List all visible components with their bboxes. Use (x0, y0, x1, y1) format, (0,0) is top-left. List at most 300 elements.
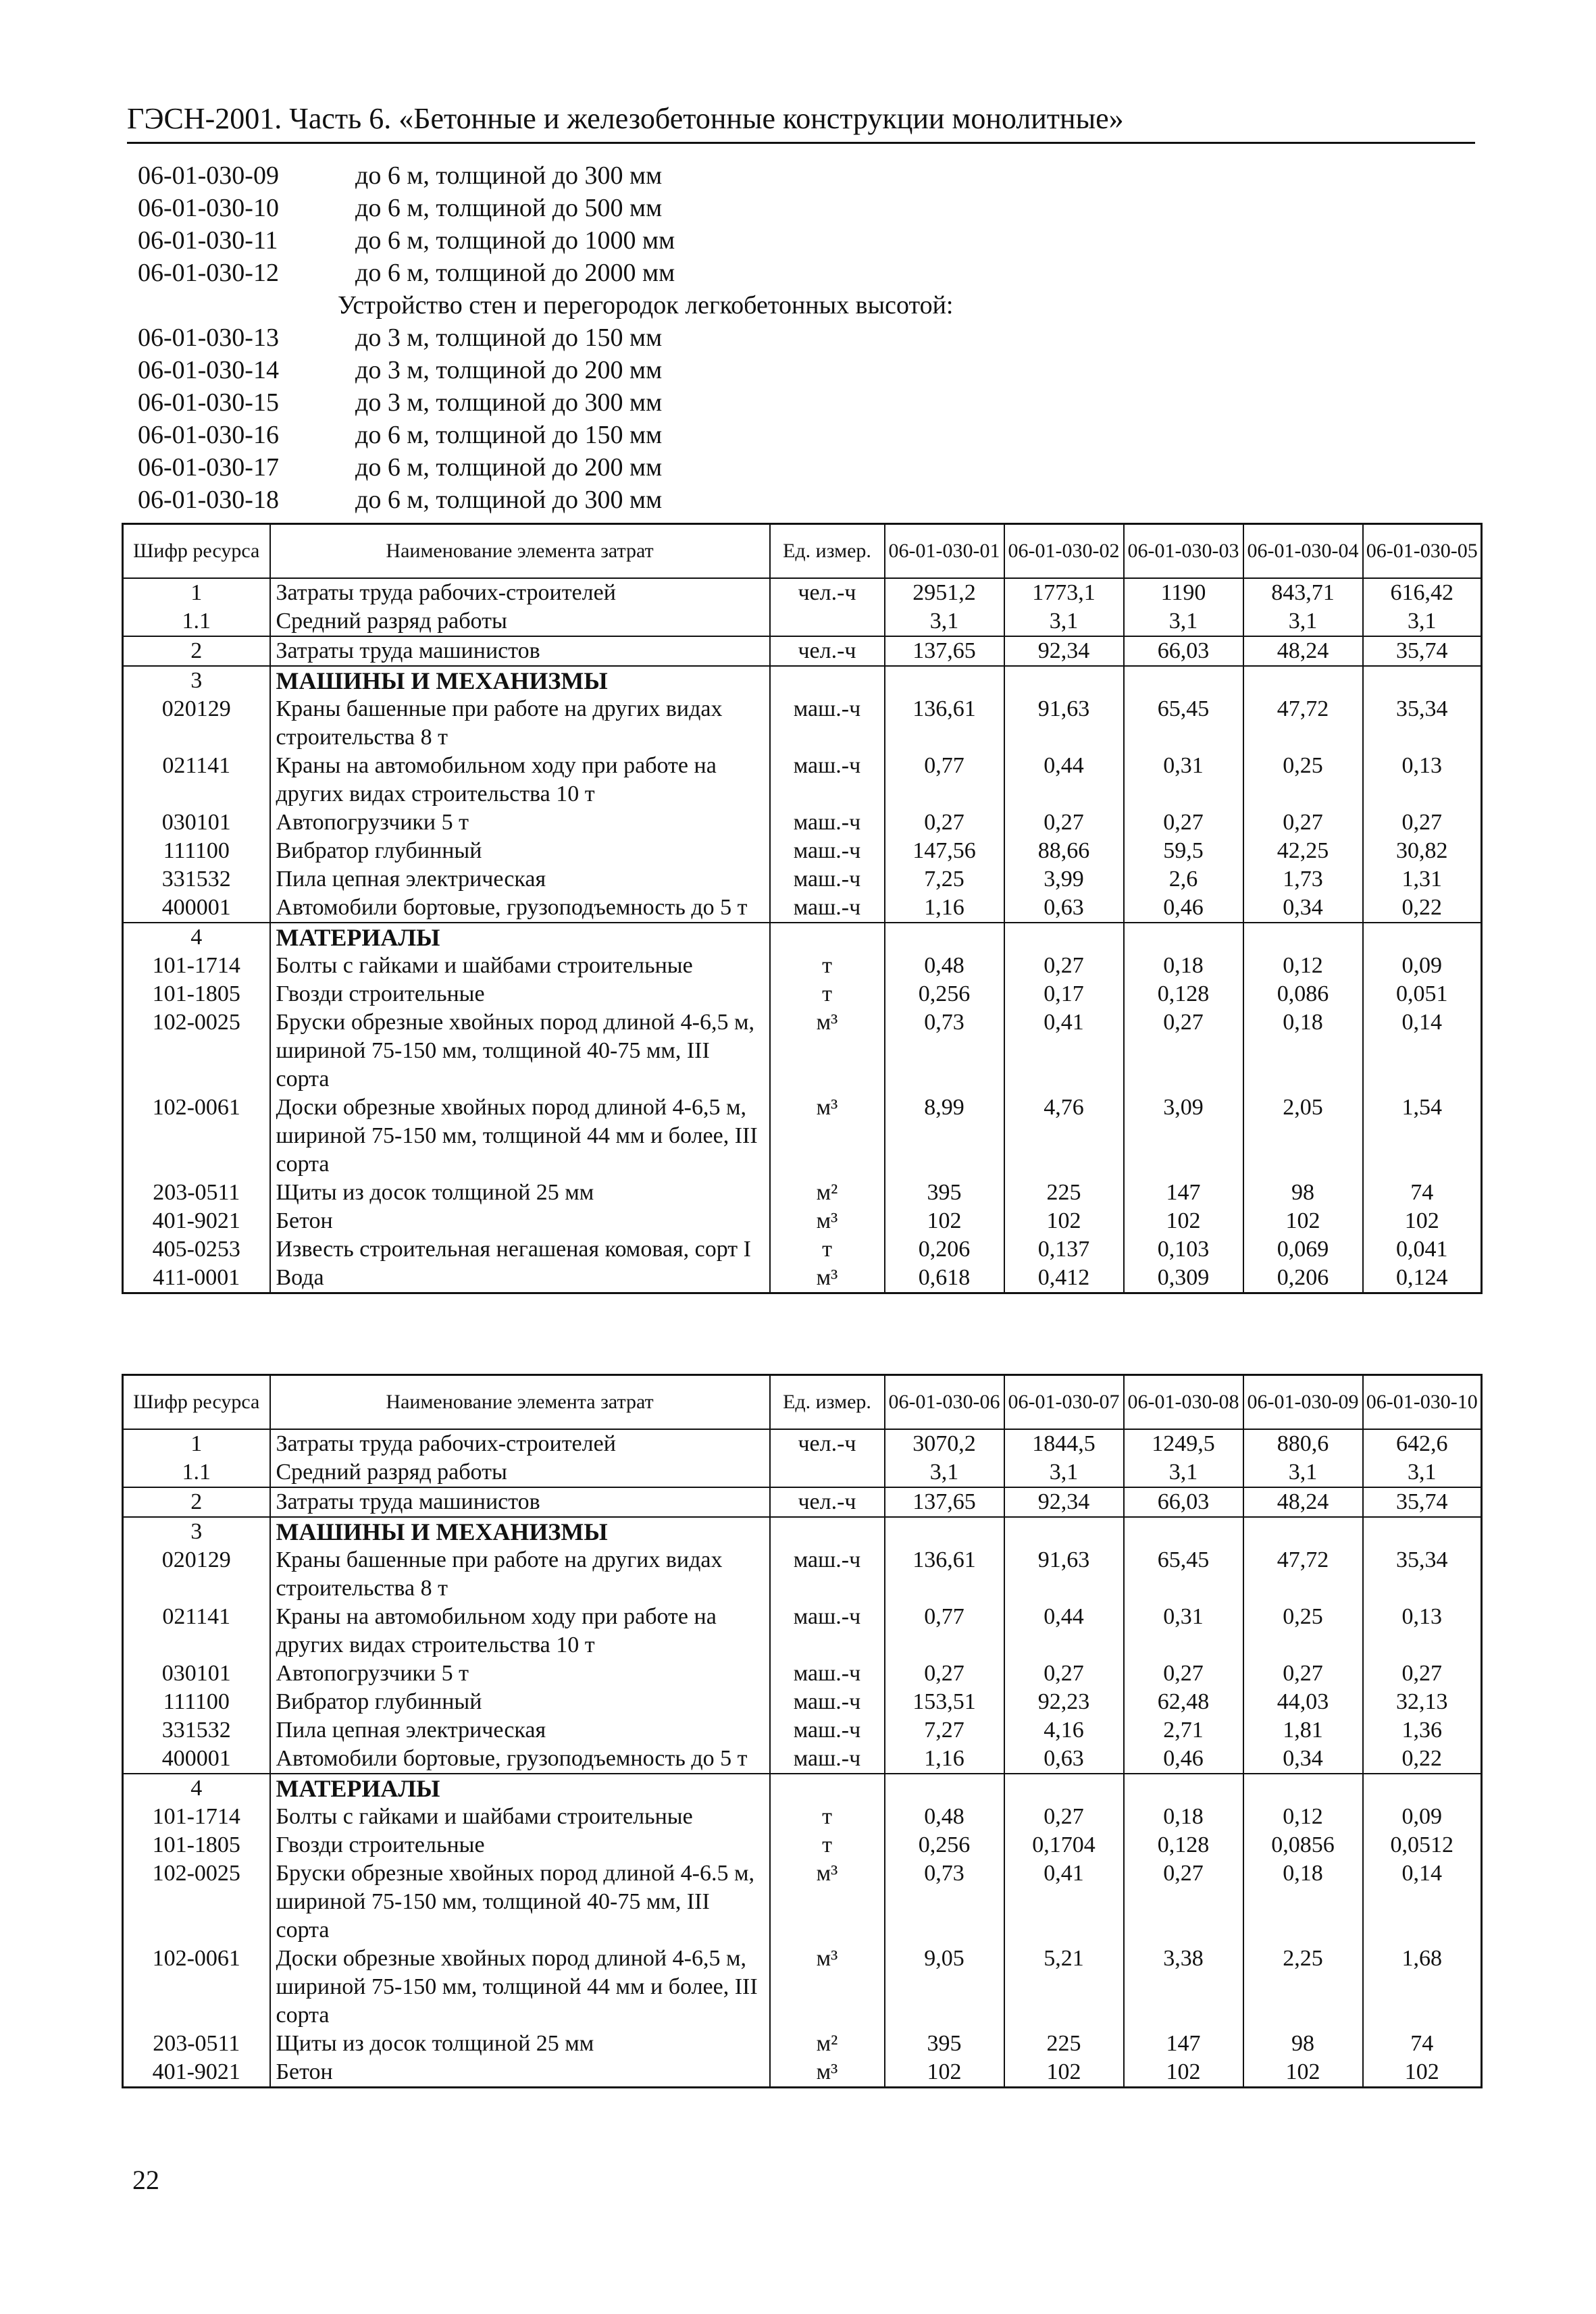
table-row (123, 1831, 1482, 1859)
norm-value: 3,1 (1363, 607, 1482, 636)
norm-value: 91,63 (1004, 1546, 1124, 1603)
norm-value: 0,1704 (1004, 1831, 1124, 1859)
norm-value: 47,72 (1243, 695, 1363, 752)
table-row (123, 1008, 1482, 1094)
norm-value (1124, 1517, 1243, 1546)
norm-value: 0,12 (1243, 1803, 1363, 1831)
code-description: до 6 м, толщиной до 300 мм (355, 486, 663, 514)
code-list-item (138, 322, 1475, 354)
norm-value (1004, 923, 1124, 952)
norm-value: 0,27 (1363, 1660, 1482, 1688)
header-unit: Ед. измер. (770, 524, 885, 578)
resource-code: 411-0001 (123, 1264, 270, 1293)
resource-code: 2 (123, 636, 270, 666)
unit-of-measure (770, 1458, 885, 1487)
norm-value: 44,03 (1243, 1688, 1363, 1716)
cost-element-name: Вибратор глубинный (270, 837, 770, 865)
header-code: Шифр ресурса (123, 1375, 270, 1429)
norm-value: 3,1 (885, 607, 1004, 636)
norm-value: 0,041 (1363, 1235, 1482, 1264)
norm-value: 0,46 (1124, 1745, 1243, 1774)
cost-element-name: Затраты труда машинистов (270, 636, 770, 666)
norm-value (885, 1774, 1004, 1803)
norm-value: 880,6 (1243, 1429, 1363, 1458)
norm-value (1363, 923, 1482, 952)
cost-element-name: Краны на автомобильном ходу при работе на других видах строительства 10 т (270, 752, 770, 808)
resource-code: 102-0025 (123, 1859, 270, 1945)
unit-of-measure (770, 666, 885, 695)
unit-of-measure: чел.-ч (770, 1487, 885, 1517)
norm-value: 66,03 (1124, 636, 1243, 666)
table-row (123, 2030, 1482, 2058)
norm-value: 0,27 (1124, 1859, 1243, 1945)
norm-value: 62,48 (1124, 1688, 1243, 1716)
norm-value: 59,5 (1124, 837, 1243, 865)
norm-value: 0,27 (1004, 808, 1124, 837)
code-id: 06-01-030-10 (138, 194, 279, 222)
norm-value: 0,41 (1004, 1008, 1124, 1094)
resource-code: 030101 (123, 808, 270, 837)
unit-of-measure (770, 1774, 885, 1803)
norm-value: 2,05 (1243, 1094, 1363, 1179)
norm-value: 147 (1124, 1179, 1243, 1207)
norm-value: 3,1 (1124, 1458, 1243, 1487)
unit-of-measure: м³ (770, 1859, 885, 1945)
page-number: 22 (132, 2165, 159, 2195)
norm-value: 0,34 (1243, 1745, 1363, 1774)
section-heading-row (123, 923, 1482, 952)
norm-value: 3,1 (1363, 1458, 1482, 1487)
norm-value: 74 (1363, 2030, 1482, 2058)
norm-value: 0,22 (1363, 894, 1482, 923)
header-column: 06-01-030-03 (1124, 524, 1243, 578)
norm-value: 0,124 (1363, 1264, 1482, 1293)
norm-value: 1190 (1124, 578, 1243, 607)
norm-value: 137,65 (885, 636, 1004, 666)
norm-value: 0,31 (1124, 1603, 1243, 1660)
norm-value: 4,16 (1004, 1716, 1124, 1745)
code-list-item (138, 386, 1475, 419)
cost-element-name: Гвозди строительные (270, 980, 770, 1008)
norm-value: 35,74 (1363, 1487, 1482, 1517)
cost-element-name: Бетон (270, 2058, 770, 2088)
section-heading-row (123, 666, 1482, 695)
norm-value: 3,1 (1243, 1458, 1363, 1487)
table-row (123, 837, 1482, 865)
unit-of-measure: маш.-ч (770, 808, 885, 837)
code-description: до 6 м, толщиной до 1000 мм (355, 226, 675, 255)
cost-element-name: Средний разряд работы (270, 1458, 770, 1487)
header-unit: Ед. измер. (770, 1375, 885, 1429)
unit-of-measure: маш.-ч (770, 837, 885, 865)
norm-value: 48,24 (1243, 636, 1363, 666)
unit-of-measure: т (770, 980, 885, 1008)
table-row (123, 865, 1482, 894)
norm-value: 0,34 (1243, 894, 1363, 923)
norm-value: 102 (1363, 1207, 1482, 1235)
norm-value: 225 (1004, 2030, 1124, 2058)
cost-element-name: Автопогрузчики 5 т (270, 1660, 770, 1688)
code-id: 06-01-030-12 (138, 259, 279, 287)
unit-of-measure: м³ (770, 1008, 885, 1094)
unit-of-measure: т (770, 1235, 885, 1264)
norm-value: 88,66 (1004, 837, 1124, 865)
code-description: до 6 м, толщиной до 300 мм (355, 161, 663, 190)
norm-value: 0,14 (1363, 1859, 1482, 1945)
unit-of-measure: м³ (770, 1264, 885, 1293)
table-row (123, 1603, 1482, 1660)
norm-value: 153,51 (885, 1688, 1004, 1716)
unit-of-measure: чел.-ч (770, 578, 885, 607)
norm-value (1124, 666, 1243, 695)
header-name: Наименование элемента затрат (270, 524, 770, 578)
norm-value: 0,17 (1004, 980, 1124, 1008)
cost-element-name: Средний разряд работы (270, 607, 770, 636)
cost-element-name: Краны на автомобильном ходу при работе на других видах строительства 10 т (270, 1603, 770, 1660)
norm-value: 98 (1243, 1179, 1363, 1207)
resource-code: 111100 (123, 1688, 270, 1716)
unit-of-measure: м² (770, 1179, 885, 1207)
norm-value (1243, 1517, 1363, 1546)
table-row (123, 1716, 1482, 1745)
norm-value: 91,63 (1004, 695, 1124, 752)
code-id: 06-01-030-17 (138, 453, 279, 482)
norm-value: 0,309 (1124, 1264, 1243, 1293)
norm-value: 102 (1124, 2058, 1243, 2088)
norm-value: 0,0856 (1243, 1831, 1363, 1859)
cost-element-name: МАШИНЫ И МЕХАНИЗМЫ (270, 1517, 770, 1546)
norm-value: 0,27 (1004, 1803, 1124, 1831)
norm-value: 0,63 (1004, 1745, 1124, 1774)
norm-value: 0,086 (1243, 980, 1363, 1008)
norm-value: 2951,2 (885, 578, 1004, 607)
norm-value: 3,1 (1124, 607, 1243, 636)
norm-value: 0,27 (1243, 1660, 1363, 1688)
code-description: до 3 м, толщиной до 200 мм (355, 356, 663, 384)
unit-of-measure: маш.-ч (770, 1688, 885, 1716)
norm-value: 0,44 (1004, 752, 1124, 808)
norm-value: 0,27 (1124, 1008, 1243, 1094)
table-row (123, 1945, 1482, 2030)
resource-code: 1 (123, 578, 270, 607)
norm-value: 7,25 (885, 865, 1004, 894)
unit-of-measure (770, 923, 885, 952)
norm-value: 92,34 (1004, 636, 1124, 666)
norm-value: 2,6 (1124, 865, 1243, 894)
norm-value: 0,27 (1243, 808, 1363, 837)
norm-value (1004, 1517, 1124, 1546)
norm-value: 147 (1124, 2030, 1243, 2058)
table-row (123, 1745, 1482, 1774)
resource-code: 4 (123, 923, 270, 952)
norm-value: 102 (885, 2058, 1004, 2088)
page-header: ГЭСН-2001. Часть 6. «Бетонные и железобетонные конструкции монолитные» (127, 101, 1475, 144)
resource-code: 203-0511 (123, 1179, 270, 1207)
cost-element-name: Пила цепная электрическая (270, 1716, 770, 1745)
code-description: до 3 м, толщиной до 300 мм (355, 388, 663, 417)
header-column: 06-01-030-01 (885, 524, 1004, 578)
norm-value: 3,1 (1004, 607, 1124, 636)
norm-value (1243, 666, 1363, 695)
code-id: 06-01-030-11 (138, 226, 278, 255)
norm-value: 1,16 (885, 894, 1004, 923)
header-column: 06-01-030-10 (1363, 1375, 1482, 1429)
norm-value (1124, 1774, 1243, 1803)
resource-code: 400001 (123, 894, 270, 923)
unit-of-measure: т (770, 952, 885, 980)
code-id: 06-01-030-14 (138, 356, 279, 384)
norm-value: 147,56 (885, 837, 1004, 865)
norm-value: 0,09 (1363, 952, 1482, 980)
unit-of-measure: маш.-ч (770, 865, 885, 894)
table-row (123, 808, 1482, 837)
resource-code: 102-0061 (123, 1945, 270, 2030)
norm-value: 32,13 (1363, 1688, 1482, 1716)
resource-code: 405-0253 (123, 1235, 270, 1264)
resource-code: 102-0061 (123, 1094, 270, 1179)
norm-value (1243, 923, 1363, 952)
table-row (123, 1094, 1482, 1179)
header-column: 06-01-030-09 (1243, 1375, 1363, 1429)
norm-value: 0,051 (1363, 980, 1482, 1008)
code-description: до 6 м, толщиной до 2000 мм (355, 259, 675, 287)
norm-value: 42,25 (1243, 837, 1363, 865)
norm-value: 0,206 (885, 1235, 1004, 1264)
unit-of-measure: маш.-ч (770, 1716, 885, 1745)
norm-value: 8,99 (885, 1094, 1004, 1179)
norm-value: 3070,2 (885, 1429, 1004, 1458)
cost-element-name: Автомобили бортовые, грузоподъемность до 5 т (270, 1745, 770, 1774)
norm-value: 48,24 (1243, 1487, 1363, 1517)
norm-value: 0,63 (1004, 894, 1124, 923)
section-heading-row (123, 1517, 1482, 1546)
table-row (123, 2058, 1482, 2088)
cost-element-name: Затраты труда рабочих-строителей (270, 578, 770, 607)
norm-value: 395 (885, 2030, 1004, 2058)
norm-value: 3,09 (1124, 1094, 1243, 1179)
norm-value: 0,27 (1004, 952, 1124, 980)
norm-value: 0,25 (1243, 752, 1363, 808)
table-row (123, 952, 1482, 980)
unit-of-measure: маш.-ч (770, 1603, 885, 1660)
cost-element-name: Автопогрузчики 5 т (270, 808, 770, 837)
unit-of-measure: чел.-ч (770, 1429, 885, 1458)
norm-value: 35,74 (1363, 636, 1482, 666)
header-column: 06-01-030-06 (885, 1375, 1004, 1429)
estimate-table-2 (122, 1374, 1483, 2088)
header-column: 06-01-030-04 (1243, 524, 1363, 578)
norm-value: 102 (1124, 1207, 1243, 1235)
unit-of-measure: м³ (770, 1094, 885, 1179)
section-heading-row (123, 1774, 1482, 1803)
resource-code: 030101 (123, 1660, 270, 1688)
resource-code: 331532 (123, 865, 270, 894)
table-row (123, 1859, 1482, 1945)
resource-code: 401-9021 (123, 2058, 270, 2088)
norm-value: 0,12 (1243, 952, 1363, 980)
norm-value: 0,44 (1004, 1603, 1124, 1660)
norm-value: 1,16 (885, 1745, 1004, 1774)
norm-value: 102 (885, 1207, 1004, 1235)
cost-element-name: Щиты из досок толщиной 25 мм (270, 1179, 770, 1207)
norm-value: 2,25 (1243, 1945, 1363, 2030)
table-row (123, 1458, 1482, 1487)
resource-code: 111100 (123, 837, 270, 865)
norm-value: 642,6 (1363, 1429, 1482, 1458)
code-list-item (138, 224, 1475, 257)
table-row (123, 1264, 1482, 1293)
norm-value: 35,34 (1363, 695, 1482, 752)
norm-value (885, 1517, 1004, 1546)
norm-value: 1,36 (1363, 1716, 1482, 1745)
resource-code: 1 (123, 1429, 270, 1458)
norm-value (1243, 1774, 1363, 1803)
cost-element-name: Бруски обрезные хвойных пород длиной 4-6,5 м, шириной 75-150 мм, толщиной 40-75 мм, III сорта (270, 1008, 770, 1094)
code-description: до 6 м, толщиной до 200 мм (355, 453, 663, 482)
code-list-item (138, 354, 1475, 386)
unit-of-measure: м³ (770, 2058, 885, 2088)
norm-value: 66,03 (1124, 1487, 1243, 1517)
unit-of-measure: маш.-ч (770, 1546, 885, 1603)
cost-element-name: Доски обрезные хвойных пород длиной 4-6,5 м, шириной 75-150 мм, толщиной 44 мм и более, III сорта (270, 1945, 770, 2030)
norm-value (1363, 666, 1482, 695)
header-column: 06-01-030-05 (1363, 524, 1482, 578)
norm-value: 2,71 (1124, 1716, 1243, 1745)
cost-element-name: Краны башенные при работе на других видах строительства 8 т (270, 695, 770, 752)
estimate-table-1 (122, 523, 1483, 1294)
unit-of-measure: м³ (770, 1945, 885, 2030)
code-description: до 6 м, толщиной до 500 мм (355, 194, 663, 222)
norm-value (1004, 666, 1124, 695)
unit-of-measure: маш.-ч (770, 1745, 885, 1774)
table-row (123, 578, 1482, 607)
unit-of-measure (770, 607, 885, 636)
resource-code: 1.1 (123, 607, 270, 636)
norm-value: 0,18 (1243, 1859, 1363, 1945)
resource-code: 021141 (123, 752, 270, 808)
header-column: 06-01-030-02 (1004, 524, 1124, 578)
norm-value: 4,76 (1004, 1094, 1124, 1179)
header-name: Наименование элемента затрат (270, 1375, 770, 1429)
norm-value: 65,45 (1124, 1546, 1243, 1603)
norm-value: 0,18 (1243, 1008, 1363, 1094)
norm-value: 3,1 (1004, 1458, 1124, 1487)
norm-value: 0,128 (1124, 980, 1243, 1008)
norm-value: 0,412 (1004, 1264, 1124, 1293)
table-row (123, 1207, 1482, 1235)
cost-element-name: Пила цепная электрическая (270, 865, 770, 894)
norm-value: 0,73 (885, 1008, 1004, 1094)
resource-code: 401-9021 (123, 1207, 270, 1235)
unit-of-measure: т (770, 1831, 885, 1859)
cost-element-name: Известь строительная негашеная комовая, сорт I (270, 1235, 770, 1264)
norm-value (1363, 1517, 1482, 1546)
norm-value: 0,09 (1363, 1803, 1482, 1831)
norm-value: 3,38 (1124, 1945, 1243, 2030)
table-row (123, 636, 1482, 666)
norm-value: 1,54 (1363, 1094, 1482, 1179)
table-row (123, 695, 1482, 752)
resource-code: 101-1714 (123, 1803, 270, 1831)
norm-value: 92,23 (1004, 1688, 1124, 1716)
norm-value: 1,73 (1243, 865, 1363, 894)
resource-code: 2 (123, 1487, 270, 1517)
resource-code: 331532 (123, 1716, 270, 1745)
cost-element-name: Вибратор глубинный (270, 1688, 770, 1716)
norm-value: 1773,1 (1004, 578, 1124, 607)
norm-value: 0,0512 (1363, 1831, 1482, 1859)
norm-value: 0,22 (1363, 1745, 1482, 1774)
cost-element-name: МАТЕРИАЛЫ (270, 1774, 770, 1803)
norm-value: 0,14 (1363, 1008, 1482, 1094)
norm-value: 102 (1363, 2058, 1482, 2088)
cost-element-name: Щиты из досок толщиной 25 мм (270, 2030, 770, 2058)
code-list-item (138, 159, 1475, 192)
table-row (123, 1803, 1482, 1831)
norm-value: 1844,5 (1004, 1429, 1124, 1458)
unit-of-measure: т (770, 1803, 885, 1831)
resource-code: 1.1 (123, 1458, 270, 1487)
cost-element-name: Бруски обрезные хвойных пород длиной 4-6.5 м, шириной 75-150 мм, толщиной 40-75 мм, III сорта (270, 1859, 770, 1945)
resource-code: 101-1805 (123, 1831, 270, 1859)
norm-value: 0,618 (885, 1264, 1004, 1293)
norm-value: 137,65 (885, 1487, 1004, 1517)
norm-value: 0,27 (1363, 808, 1482, 837)
cost-element-name: МАШИНЫ И МЕХАНИЗМЫ (270, 666, 770, 695)
table-row (123, 607, 1482, 636)
table-row (123, 1179, 1482, 1207)
resource-code: 203-0511 (123, 2030, 270, 2058)
code-list-item (138, 451, 1475, 484)
table-row (123, 1487, 1482, 1517)
norm-value: 0,48 (885, 952, 1004, 980)
cost-element-name: Краны башенные при работе на других видах строительства 8 т (270, 1546, 770, 1603)
code-id: 06-01-030-16 (138, 421, 279, 449)
norm-value: 0,27 (885, 808, 1004, 837)
norm-value: 0,137 (1004, 1235, 1124, 1264)
norm-value: 843,71 (1243, 578, 1363, 607)
norm-value: 0,27 (1124, 808, 1243, 837)
norm-value: 3,1 (1243, 607, 1363, 636)
norm-value: 102 (1243, 1207, 1363, 1235)
norm-value: 395 (885, 1179, 1004, 1207)
norm-value: 30,82 (1363, 837, 1482, 865)
norm-value: 3,1 (885, 1458, 1004, 1487)
norm-value: 5,21 (1004, 1945, 1124, 2030)
code-list-item (138, 484, 1475, 516)
resource-code: 101-1714 (123, 952, 270, 980)
code-list-item (138, 257, 1475, 289)
table-row (123, 1660, 1482, 1688)
norm-value: 0,41 (1004, 1859, 1124, 1945)
cost-element-name: Вода (270, 1264, 770, 1293)
resource-code: 020129 (123, 1546, 270, 1603)
code-id: 06-01-030-18 (138, 486, 279, 514)
norm-value: 7,27 (885, 1716, 1004, 1745)
norm-value: 136,61 (885, 695, 1004, 752)
norm-value: 0,18 (1124, 1803, 1243, 1831)
norm-value: 0,31 (1124, 752, 1243, 808)
cost-element-name: Затраты труда машинистов (270, 1487, 770, 1517)
resource-code: 102-0025 (123, 1008, 270, 1094)
cost-element-name: Бетон (270, 1207, 770, 1235)
unit-of-measure: маш.-ч (770, 752, 885, 808)
cost-element-name: Автомобили бортовые, грузоподъемность до 5 т (270, 894, 770, 923)
code-description: до 3 м, толщиной до 150 мм (355, 324, 663, 352)
norm-value: 35,34 (1363, 1546, 1482, 1603)
norm-value: 0,069 (1243, 1235, 1363, 1264)
norm-value: 0,25 (1243, 1603, 1363, 1660)
